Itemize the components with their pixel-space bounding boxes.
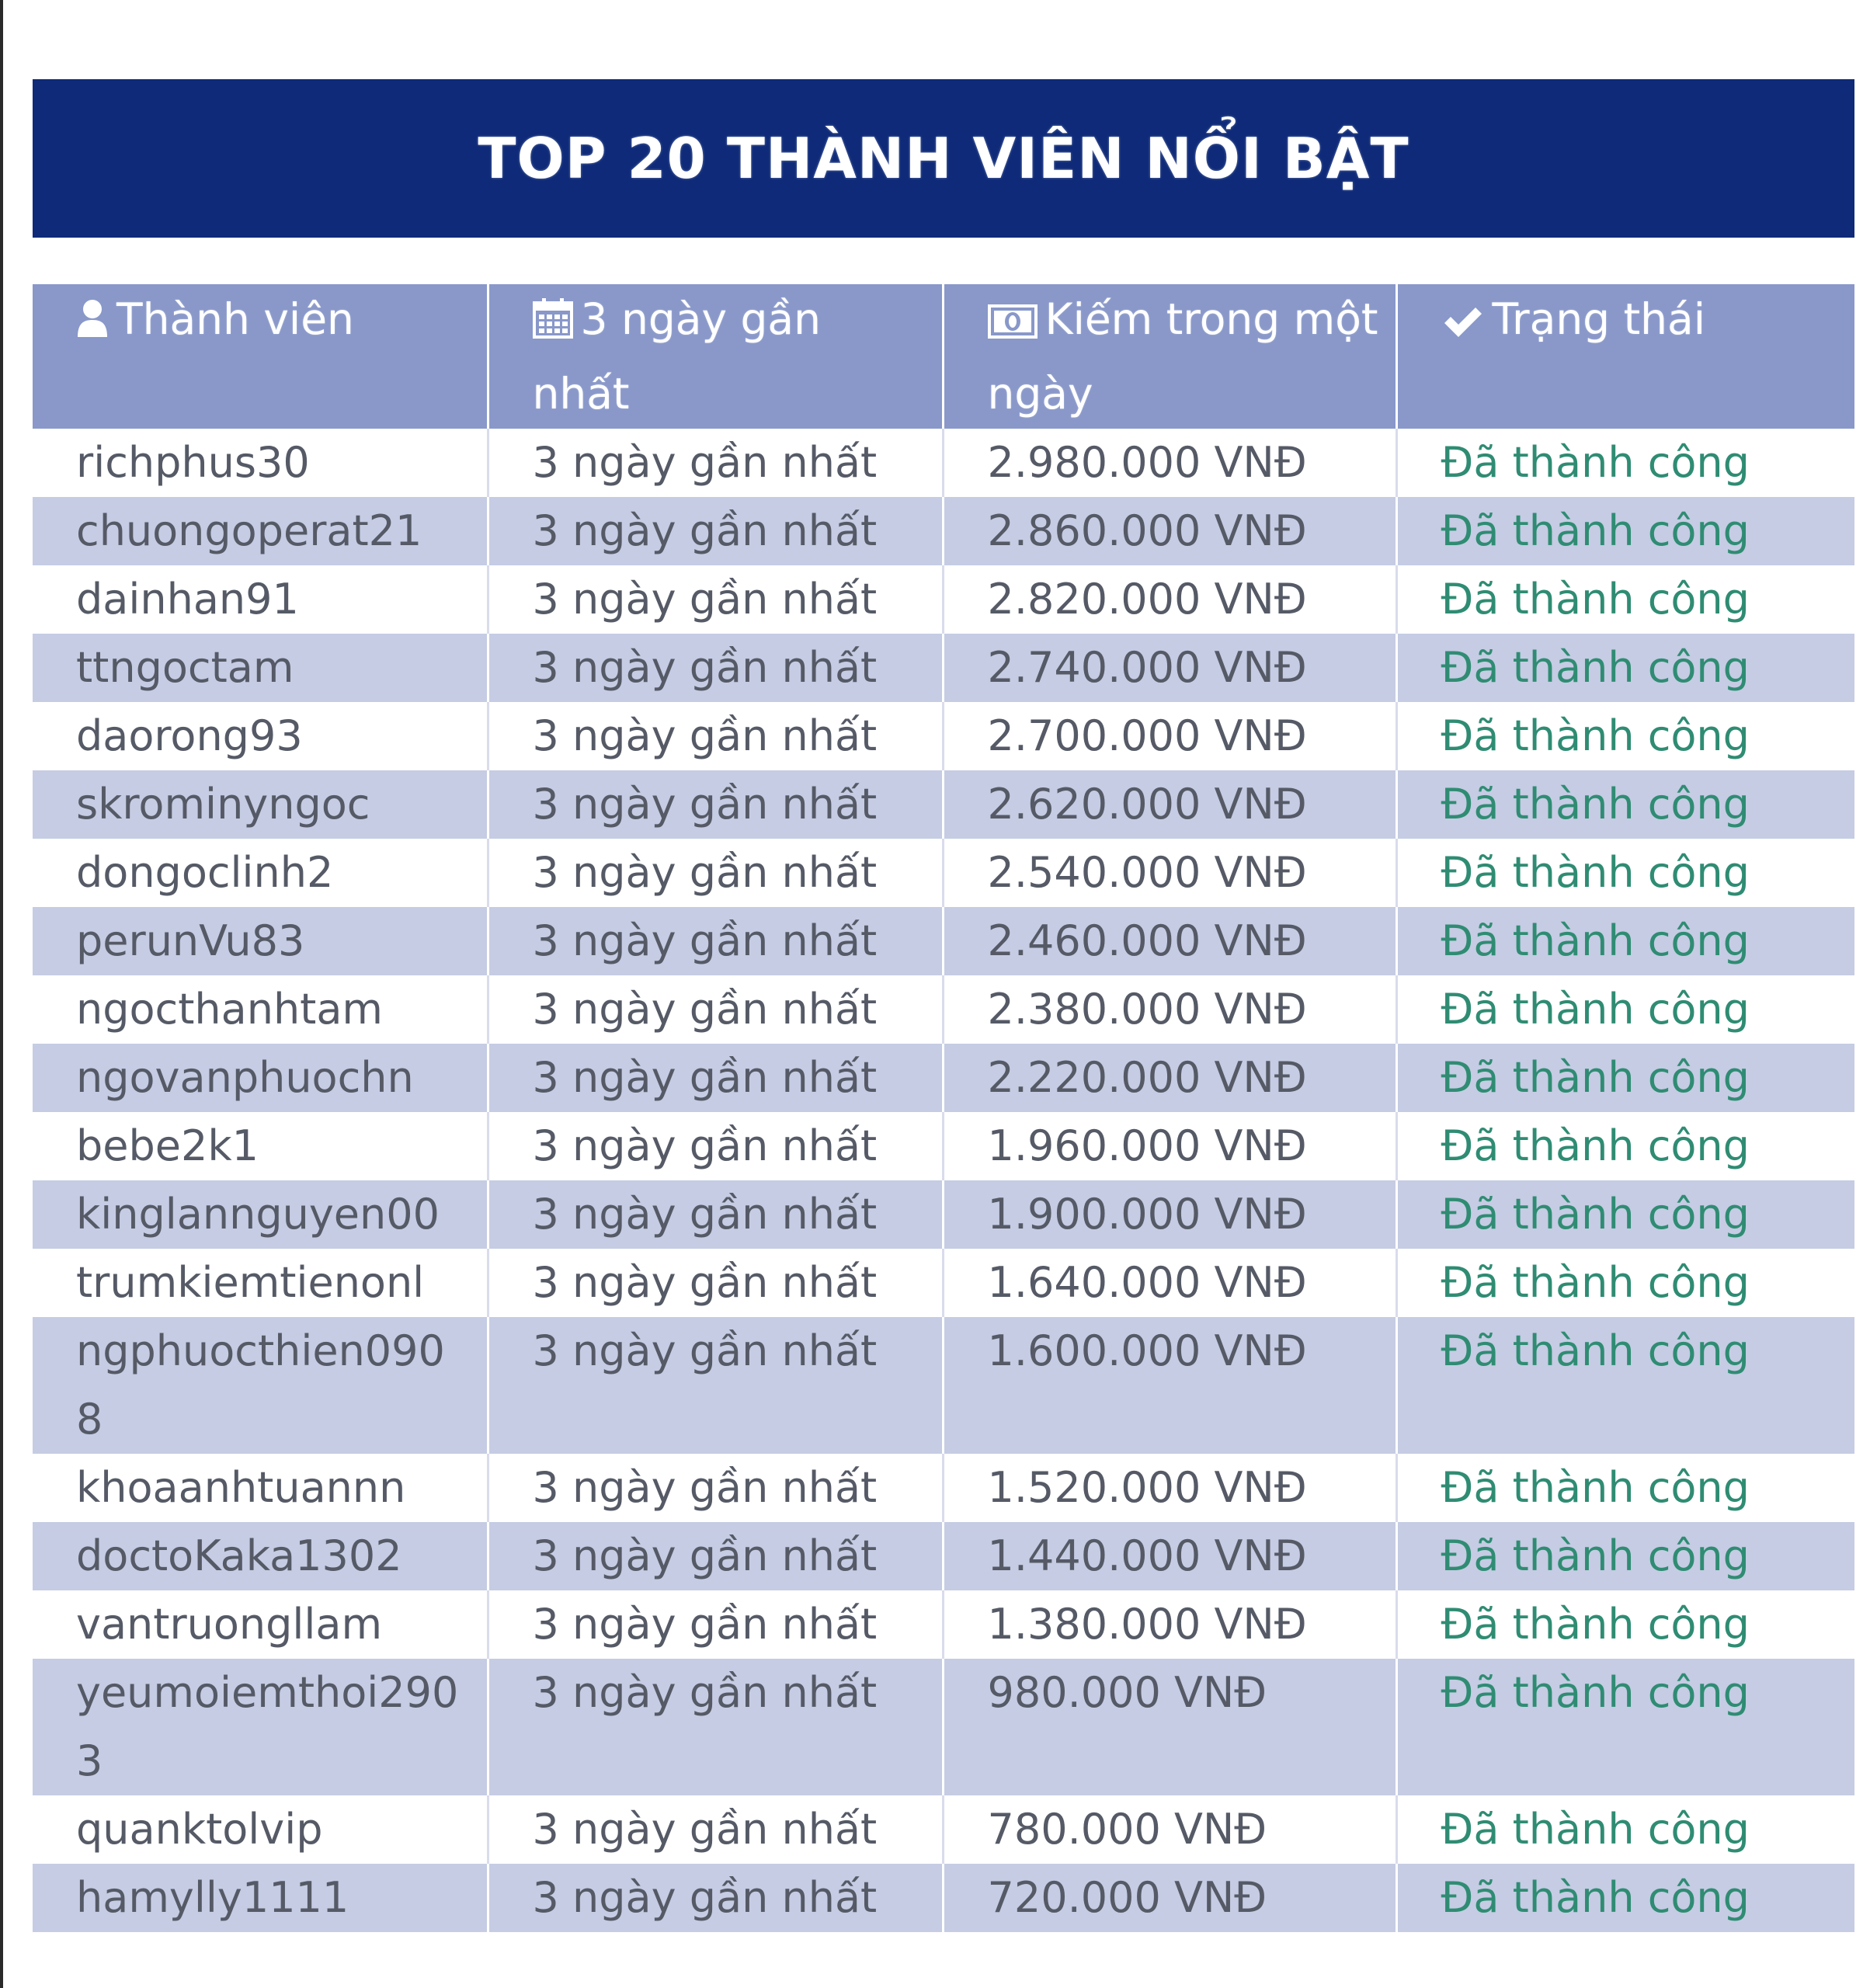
status-cell: Đã thành công: [1396, 1044, 1854, 1112]
status-cell: Đã thành công: [1396, 1522, 1854, 1590]
amount-cell: 980.000 VNĐ: [943, 1659, 1396, 1795]
amount-cell: 2.620.000 VNĐ: [943, 770, 1396, 839]
title-banner: [33, 79, 1854, 238]
window-edge: [0, 0, 3, 1988]
member-cell: ngocthanhtam: [33, 975, 488, 1044]
status-cell: Đã thành công: [1396, 497, 1854, 565]
column-header-label: Trạng thái: [1492, 294, 1705, 344]
amount-cell: 2.220.000 VNĐ: [943, 1044, 1396, 1112]
table-row: [33, 975, 1854, 1044]
period-cell: 3 ngày gần nhất: [488, 1180, 943, 1249]
period-cell: 3 ngày gần nhất: [488, 1590, 943, 1659]
period-cell: 3 ngày gần nhất: [488, 907, 943, 975]
check-icon: [1441, 289, 1485, 359]
status-cell: Đã thành công: [1396, 1249, 1854, 1317]
table-body: [33, 429, 1854, 1932]
member-cell: ttngoctam: [33, 634, 488, 702]
table-row: [33, 770, 1854, 839]
member-cell: chuongoperat21: [33, 497, 488, 565]
amount-cell: 720.000 VNĐ: [943, 1864, 1396, 1932]
amount-cell: 2.860.000 VNĐ: [943, 497, 1396, 565]
period-cell: 3 ngày gần nhất: [488, 634, 943, 702]
status-cell: Đã thành công: [1396, 1317, 1854, 1454]
amount-cell: 1.600.000 VNĐ: [943, 1317, 1396, 1454]
money-icon: [988, 289, 1038, 359]
status-cell: Đã thành công: [1396, 429, 1854, 497]
amount-cell: 1.900.000 VNĐ: [943, 1180, 1396, 1249]
column-header-period: [488, 284, 943, 429]
status-cell: Đã thành công: [1396, 907, 1854, 975]
period-cell: 3 ngày gần nhất: [488, 1454, 943, 1522]
period-cell: 3 ngày gần nhất: [488, 975, 943, 1044]
page-title: TOP 20 THÀNH VIÊN NỔI BẬT: [478, 126, 1409, 191]
period-cell: 3 ngày gần nhất: [488, 702, 943, 770]
table-row: [33, 1795, 1854, 1864]
amount-cell: 2.460.000 VNĐ: [943, 907, 1396, 975]
table-row: [33, 497, 1854, 565]
status-cell: Đã thành công: [1396, 634, 1854, 702]
period-cell: 3 ngày gần nhất: [488, 770, 943, 839]
column-header-status: [1396, 284, 1854, 429]
member-cell: daorong93: [33, 702, 488, 770]
amount-cell: 2.820.000 VNĐ: [943, 565, 1396, 634]
table-row: [33, 429, 1854, 497]
table-row: [33, 1317, 1854, 1454]
table-row: [33, 839, 1854, 907]
column-header-label: Kiếm trong một ngày: [987, 294, 1378, 419]
member-cell: kinglannguyen00: [33, 1180, 488, 1249]
period-cell: 3 ngày gần nhất: [488, 1864, 943, 1932]
table-row: [33, 634, 1854, 702]
period-cell: 3 ngày gần nhất: [488, 1044, 943, 1112]
member-cell: vantruongllam: [33, 1590, 488, 1659]
table-row: [33, 907, 1854, 975]
status-cell: Đã thành công: [1396, 770, 1854, 839]
amount-cell: 2.700.000 VNĐ: [943, 702, 1396, 770]
period-cell: 3 ngày gần nhất: [488, 429, 943, 497]
status-cell: Đã thành công: [1396, 1590, 1854, 1659]
period-cell: 3 ngày gần nhất: [488, 1249, 943, 1317]
status-cell: Đã thành công: [1396, 1180, 1854, 1249]
amount-cell: 1.960.000 VNĐ: [943, 1112, 1396, 1180]
status-cell: Đã thành công: [1396, 975, 1854, 1044]
amount-cell: 1.440.000 VNĐ: [943, 1522, 1396, 1590]
member-cell: perunVu83: [33, 907, 488, 975]
member-cell: hamylly1111: [33, 1864, 488, 1932]
status-cell: Đã thành công: [1396, 1112, 1854, 1180]
member-cell: ngovanphuochn: [33, 1044, 488, 1112]
status-cell: Đã thành công: [1396, 1659, 1854, 1795]
table-row: [33, 1864, 1854, 1932]
leaderboard-table: [33, 284, 1854, 1932]
period-cell: 3 ngày gần nhất: [488, 497, 943, 565]
column-header-amount: [943, 284, 1396, 429]
calendar-icon: [533, 289, 573, 359]
member-cell: richphus30: [33, 429, 488, 497]
period-cell: 3 ngày gần nhất: [488, 1522, 943, 1590]
table-row: [33, 702, 1854, 770]
column-header-label: Thành viên: [116, 294, 354, 344]
period-cell: 3 ngày gần nhất: [488, 839, 943, 907]
table-row: [33, 1590, 1854, 1659]
amount-cell: 2.540.000 VNĐ: [943, 839, 1396, 907]
period-cell: 3 ngày gần nhất: [488, 1112, 943, 1180]
table-row: [33, 565, 1854, 634]
amount-cell: 1.520.000 VNĐ: [943, 1454, 1396, 1522]
period-cell: 3 ngày gần nhất: [488, 1317, 943, 1454]
amount-cell: 1.640.000 VNĐ: [943, 1249, 1396, 1317]
member-cell: trumkiemtienonl: [33, 1249, 488, 1317]
status-cell: Đã thành công: [1396, 565, 1854, 634]
member-cell: skrominyngoc: [33, 770, 488, 839]
header-row: [33, 284, 1854, 429]
member-cell: dongoclinh2: [33, 839, 488, 907]
member-cell: doctoKaka1302: [33, 1522, 488, 1590]
member-cell: bebe2k1: [33, 1112, 488, 1180]
user-icon: [76, 289, 109, 359]
member-cell: quanktolvip: [33, 1795, 488, 1864]
amount-cell: 2.980.000 VNĐ: [943, 429, 1396, 497]
period-cell: 3 ngày gần nhất: [488, 1659, 943, 1795]
status-cell: Đã thành công: [1396, 839, 1854, 907]
status-cell: Đã thành công: [1396, 1454, 1854, 1522]
amount-cell: 2.380.000 VNĐ: [943, 975, 1396, 1044]
table-row: [33, 1044, 1854, 1112]
table-row: [33, 1454, 1854, 1522]
member-cell: khoaanhtuannn: [33, 1454, 488, 1522]
period-cell: 3 ngày gần nhất: [488, 565, 943, 634]
member-cell: dainhan91: [33, 565, 488, 634]
amount-cell: 1.380.000 VNĐ: [943, 1590, 1396, 1659]
table-header: [33, 284, 1854, 429]
status-cell: Đã thành công: [1396, 702, 1854, 770]
table-row: [33, 1522, 1854, 1590]
member-cell: ngphuocthien090 8: [33, 1317, 488, 1454]
period-cell: 3 ngày gần nhất: [488, 1795, 943, 1864]
table-row: [33, 1180, 1854, 1249]
status-cell: Đã thành công: [1396, 1795, 1854, 1864]
table-row: [33, 1659, 1854, 1795]
amount-cell: 780.000 VNĐ: [943, 1795, 1396, 1864]
member-cell: yeumoiemthoi290 3: [33, 1659, 488, 1795]
table-row: [33, 1112, 1854, 1180]
table-row: [33, 1249, 1854, 1317]
amount-cell: 2.740.000 VNĐ: [943, 634, 1396, 702]
column-header-label: 3 ngày gần nhất: [532, 294, 821, 419]
status-cell: Đã thành công: [1396, 1864, 1854, 1932]
column-header-member: [33, 284, 488, 429]
